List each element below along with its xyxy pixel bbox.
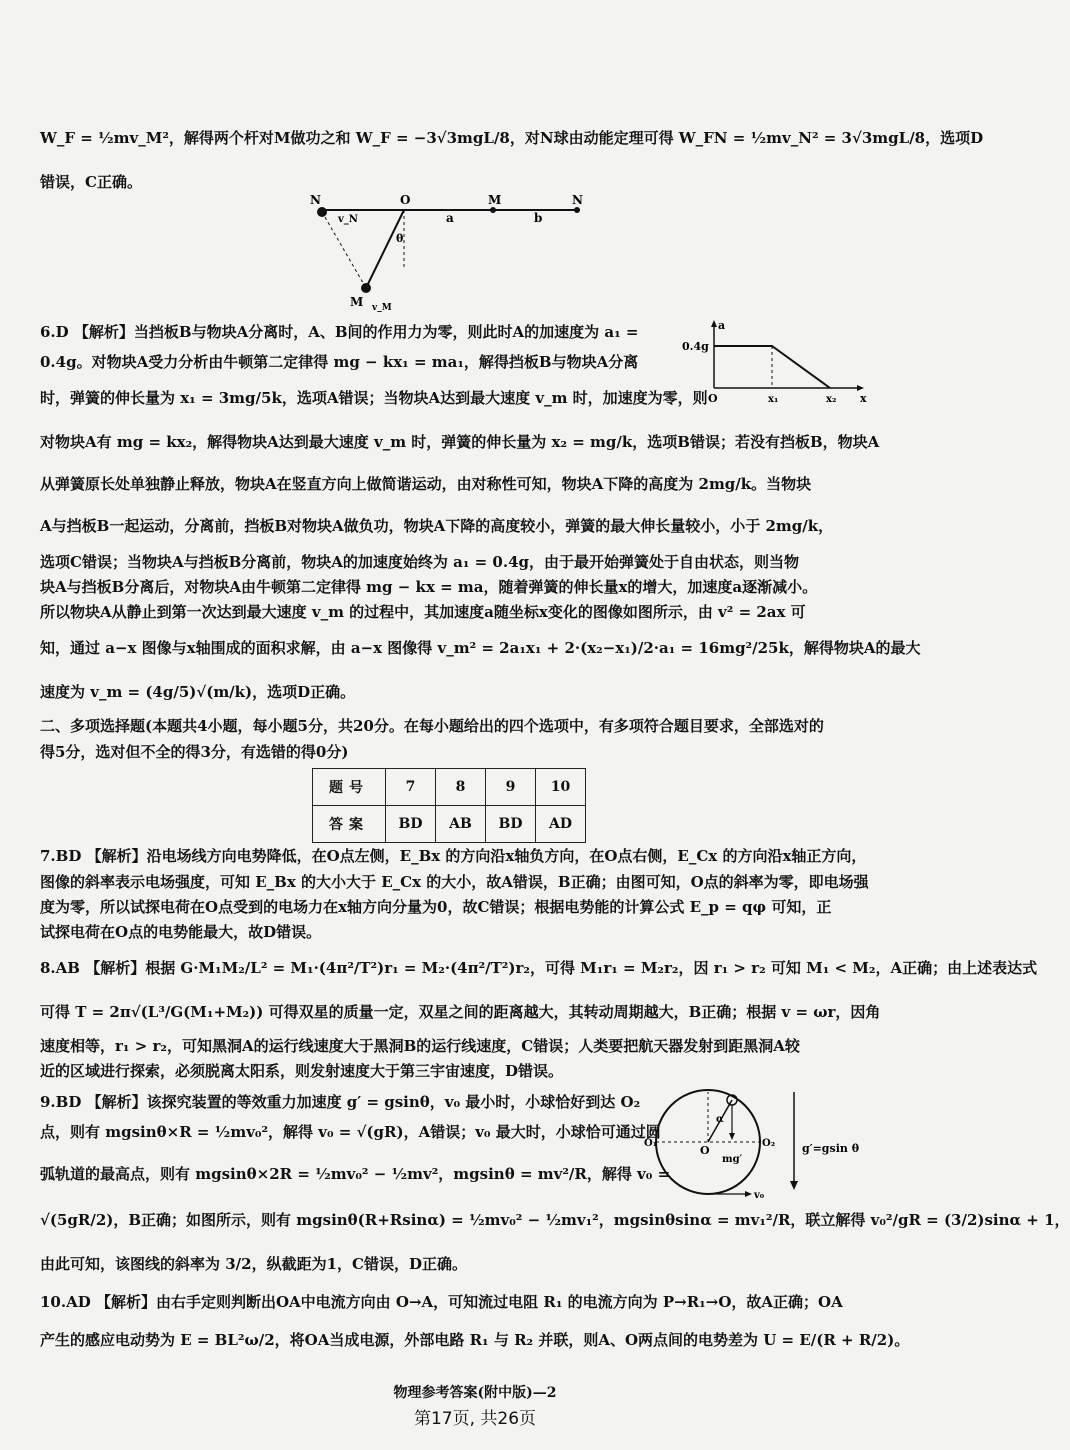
text-line: 8.AB 【解析】根据 G·M₁M₂/L² = M₁·(4π²/T²)r₁ = M₂·(4π²/T²)r₂，可得 M₁r₁ = M₂r₂，因 r₁ > r₂ 可知 M₁ < M₂，A正确；由上述表达式 [40, 959, 1038, 977]
label-alpha: α [716, 1114, 724, 1125]
text-line: A与挡板B一起运动，分离前，挡板B对物块A做负功，物块A下降的高度较小，弹簧的最大伸长量较小，小于 2mg/k， [40, 517, 834, 535]
text-line: 6.D 【解析】当挡板B与物块A分离时，A、B间的作用力为零，则此时A的加速度为 a₁ = [40, 323, 639, 341]
table-row [313, 806, 586, 843]
text-line: 得5分，选对但不全的得3分，有选错的得0分) [40, 743, 349, 761]
text-line: 错误，C正确。 [40, 173, 142, 191]
label-x2: x₂ [826, 394, 837, 405]
label-x1: x₁ [768, 394, 779, 405]
table-header-label: 题号 [313, 769, 386, 806]
ball-m [361, 283, 371, 293]
text-line: 9.BD 【解析】该探究装置的等效重力加速度 g′ = gsinθ，v₀ 最小时，小球恰好到达 O₂ [40, 1093, 641, 1111]
label-b: b [534, 211, 543, 225]
page-number: 第17页, 共26页 [413, 1409, 537, 1429]
text-line: 速度相等，r₁ > r₂，可知黑洞A的运行线速度大于黑洞B的运行线速度，C错误；人类要把航天器发射到距黑洞A较 [40, 1037, 800, 1055]
label-O: O [400, 193, 411, 207]
table-cell: AB [436, 806, 486, 843]
ball-n [317, 207, 327, 217]
footer-title: 物理参考答案(附中版)—2 [393, 1385, 557, 1401]
table-cell: BD [486, 806, 536, 843]
label-vN: v_N [338, 214, 358, 225]
text-line: 弧轨道的最高点，则有 mgsinθ×2R = ½mv₀² − ½mv²，mgsinθ = mv²/R，解得 v₀ = [40, 1165, 671, 1183]
table-answer-label: 答案 [313, 806, 386, 843]
label-N: N [310, 193, 321, 207]
table-cell: AD [536, 806, 586, 843]
text-line: 10.AD 【解析】由右手定则判断出OA中电流方向由 O→A，可知流过电阻 R₁ 的电流方向为 P→R₁→O，故A正确；OA [40, 1293, 843, 1311]
text-line: 块A与挡板B分离后，对物块A由牛顿第二定律得 mg − kx = ma，随着弹簧的伸长量x的增大，加速度a逐渐减小。 [40, 578, 818, 596]
label-origin: O [708, 392, 718, 405]
text-line: 试探电荷在O点的电势能最大，故D错误。 [40, 923, 322, 941]
text-line: 7.BD 【解析】沿电场线方向电势降低，在O点左侧，E_Bx 的方向沿x轴负方向，在O点右侧，E_Cx 的方向沿x轴正方向， [40, 847, 867, 865]
label-theta: θ [396, 232, 404, 245]
arrow-head [790, 1181, 798, 1190]
label-g-eff: g′=gsin θ [802, 1142, 860, 1155]
text-line: 度为零，所以试探电荷在O点受到的电场力在x轴方向分量为0，故C错误；根据电势能的计算公式 E_p = qφ 可知，正 [40, 898, 832, 916]
table-cell: BD [386, 806, 436, 843]
text-line: 可得 T = 2π√(L³/G(M₁+M₂)) 可得双星的质量一定，双星之间的距离越大，其转动周期越大，B正确；根据 v = ωr，因角 [40, 1003, 881, 1021]
label-O2: O₂ [762, 1138, 776, 1149]
text-line: 选项C错误；当物块A与挡板B分离前，物块A的加速度始终为 a₁ = 0.4g，由于最开始弹簧处于自由状态，则当物 [40, 553, 800, 571]
arrow-head [745, 1191, 752, 1197]
label-O1: O₁ [644, 1138, 658, 1149]
table-cell: 9 [486, 769, 536, 806]
text-line: 时，弹簧的伸长量为 x₁ = 3mg/5k，选项A错误；当物块A达到最大速度 v_m 时，加速度为零，则 [40, 389, 708, 407]
text-line: 产生的感应电动势为 E = BL²ω/2，将OA当成电源，外部电路 R₁ 与 R₂ 并联，则A、O两点间的电势差为 U = E/(R + R/2)。 [40, 1331, 910, 1349]
text-line: 由此可知，该图线的斜率为 3/2，纵截距为1，C错误，D正确。 [40, 1255, 467, 1273]
label-a-axis: a [718, 319, 726, 332]
text-line: 近的区域进行探索，必须脱离太阳系，则发射速度大于第三宇宙速度，D错误。 [40, 1062, 564, 1080]
text-line: 所以物块A从静止到第一次达到最大速度 v_m 的过程中，其加速度a随坐标x变化的图像如图所示，由 v² = 2ax 可 [40, 603, 806, 621]
table-cell: 8 [436, 769, 486, 806]
label-x-axis: x [860, 392, 867, 405]
table-row [313, 769, 586, 806]
y-arrow [711, 320, 717, 327]
label-level: 0.4g [682, 340, 709, 353]
text-line: W_F = ½mv_M²，解得两个杆对M做功之和 W_F = −3√3mgL/8，对N球由动能定理可得 W_FN = ½mv_N² = 3√3mgL/8，选项D [40, 129, 984, 147]
text-line: √(5gR/2)，B正确；如图所示，则有 mgsinθ(R+Rsinα) = ½mv₀² − ½mv₁²，mgsinθsinα = mv₁²/R，联立解得 v₀²/gR = (3/2)sinα + 1， [40, 1211, 1070, 1229]
text-line: 知，通过 a−x 图像与x轴围成的面积求解，由 a−x 图像得 v_m² = 2a₁x₁ + 2·(x₂−x₁)/2·a₁ = 16mg²/25k，解得物块A的最大 [40, 639, 921, 657]
text-line: 速度为 v_m = (4g/5)√(m/k)，选项D正确。 [40, 683, 356, 701]
label-vM: v_M [372, 303, 392, 313]
circle-track-diagram [644, 1082, 880, 1202]
table-cell: 10 [536, 769, 586, 806]
arrow-head [729, 1133, 735, 1140]
ball-n-right [574, 207, 580, 213]
label-N-right: N [572, 193, 583, 207]
section-heading: 二、多项选择题(本题共4小题，每小题5分，共20分。在每小题给出的四个选项中，有多项符合题目要求，全部选对的 [40, 717, 824, 735]
answer-table [312, 768, 586, 843]
label-M-bottom: M [350, 295, 364, 309]
text-line: 图像的斜率表示电场强度，可知 E_Bx 的大小大于 E_Cx 的大小，故A错误，B正确；由图可知，O点的斜率为零，即电场强 [40, 873, 869, 891]
x-arrow [857, 385, 864, 391]
label-O: O [700, 1144, 710, 1157]
label-v0: v₀ [754, 1190, 765, 1201]
label-M: M [488, 193, 502, 207]
text-line: 从弹簧原长处单独静止释放，物块A在竖直方向上做简谐运动，由对称性可知，物块A下降的高度为 2mg/k。当物块 [40, 475, 812, 493]
label-a: a [446, 211, 454, 225]
text-line: 点，则有 mgsinθ×R = ½mv₀²，解得 v₀ = √(gR)，A错误；v₀ 最大时，小球恰可通过圆 [40, 1123, 661, 1141]
rod-diagram [300, 188, 600, 318]
label-mg: mg′ [722, 1154, 743, 1165]
text-line: 0.4g。对物块A受力分析由牛顿第二定律得 mg − kx₁ = ma₁，解得挡板B与物块A分离 [40, 353, 639, 371]
table-cell: 7 [386, 769, 436, 806]
ball-m-top [490, 207, 496, 213]
text-line: 对物块A有 mg = kx₂，解得物块A达到最大速度 v_m 时，弹簧的伸长量为 x₂ = mg/k，选项B错误；若没有挡板B，物块A [40, 433, 880, 451]
a-x-graph [680, 316, 870, 406]
rod-line [366, 210, 404, 288]
